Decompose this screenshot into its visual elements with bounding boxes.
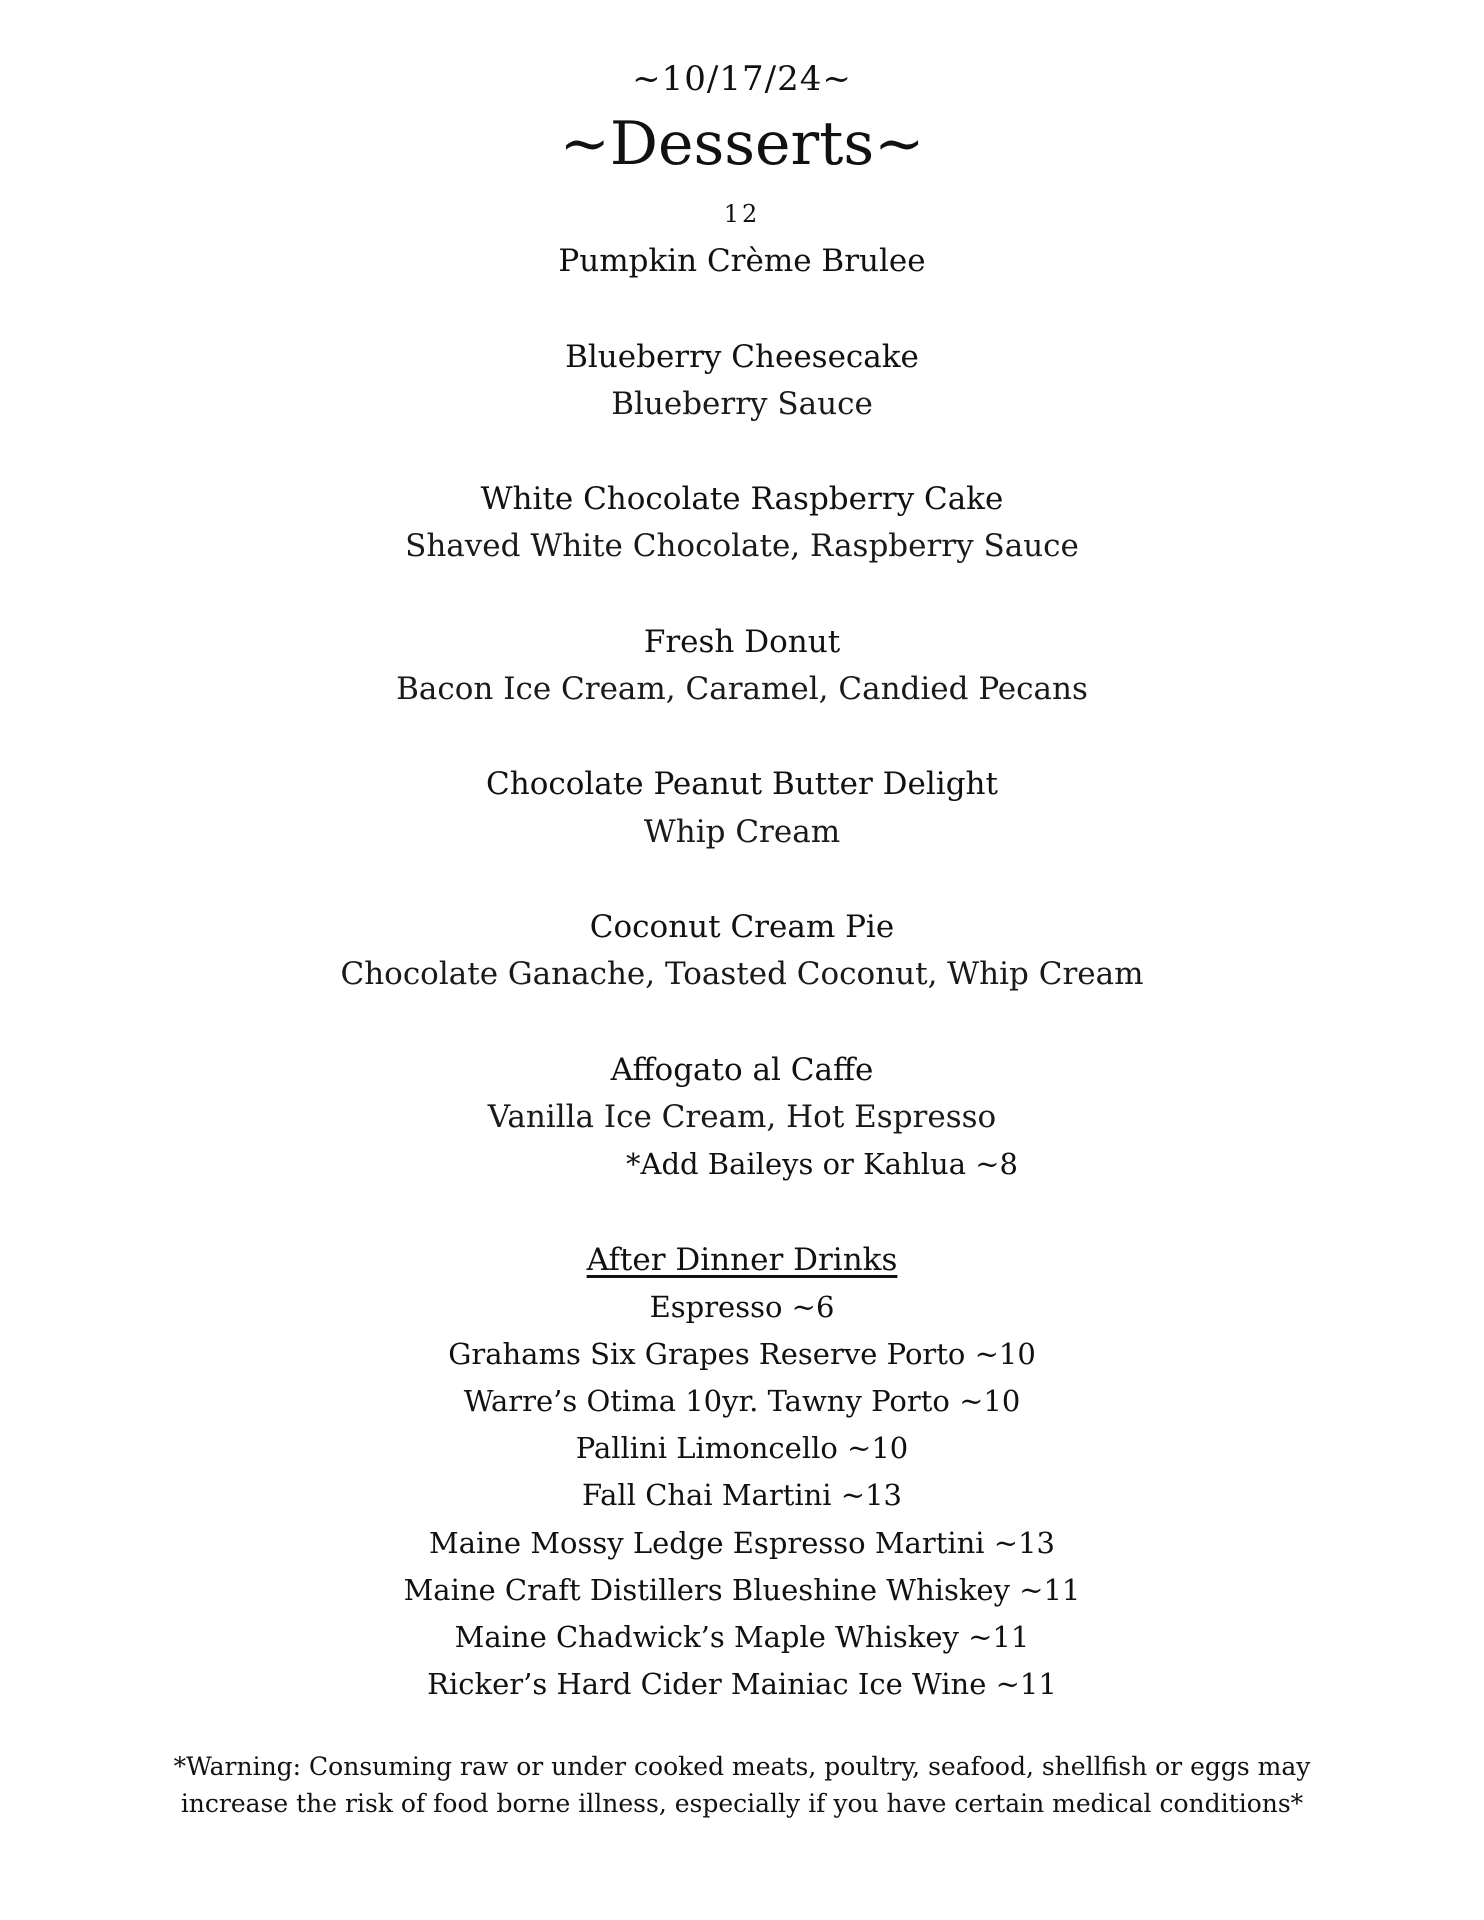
drink-item: Maine Chadwick’s Maple Whiskey ~11 [454, 1620, 1030, 1654]
dessert-desc-coconut-pie: Chocolate Ganache, Toasted Coconut, Whip Cream [340, 956, 1144, 992]
warning-line-1: *Warning: Consuming raw or under cooked meats, poultry, seafood, shellfish or eggs may [173, 1752, 1311, 1781]
dessert-desc-affogato: Vanilla Ice Cream, Hot Espresso [487, 1099, 997, 1135]
dessert-price: 12 [723, 200, 761, 228]
dessert-name-coconut-pie: Coconut Cream Pie [589, 909, 895, 945]
drink-item: Fall Chai Martini ~13 [581, 1478, 902, 1512]
drink-item: Maine Craft Distillers Blueshine Whiskey ~11 [403, 1573, 1081, 1607]
dessert-name-pumpkin: Pumpkin Crème Brulee [558, 243, 926, 279]
drinks-heading: After Dinner Drinks [586, 1242, 898, 1278]
dessert-addon-affogato: *Add Baileys or Kahlua ~8 [626, 1147, 1018, 1181]
dessert-name-raspberry-cake: White Chocolate Raspberry Cake [480, 481, 1004, 517]
dessert-name-cheesecake: Blueberry Cheesecake [565, 339, 919, 375]
dessert-desc-cheesecake: Blueberry Sauce [611, 386, 873, 422]
menu-title: ~Desserts~ [559, 109, 925, 179]
drink-item: Espresso ~6 [649, 1290, 835, 1324]
dessert-name-affogato: Affogato al Caffe [610, 1052, 874, 1088]
drink-item: Maine Mossy Ledge Espresso Martini ~13 [429, 1526, 1055, 1560]
drink-item: Grahams Six Grapes Reserve Porto ~10 [448, 1337, 1036, 1371]
drink-item: Pallini Limoncello ~10 [575, 1431, 909, 1465]
menu-date: ~10/17/24~ [632, 59, 852, 99]
drink-item: Warre’s Otima 10yr. Tawny Porto ~10 [463, 1384, 1021, 1418]
dessert-name-pb-delight: Chocolate Peanut Butter Delight [486, 766, 998, 802]
dessert-desc-raspberry-cake: Shaved White Chocolate, Raspberry Sauce [405, 528, 1079, 564]
dessert-desc-pb-delight: Whip Cream [643, 814, 841, 850]
drink-item: Ricker’s Hard Cider Mainiac Ice Wine ~11 [427, 1667, 1057, 1701]
dessert-desc-donut: Bacon Ice Cream, Caramel, Candied Pecans [396, 671, 1088, 707]
warning-line-2: increase the risk of food borne illness, especially if you have certain medical conditions* [180, 1789, 1304, 1818]
dessert-name-donut: Fresh Donut [643, 624, 841, 660]
